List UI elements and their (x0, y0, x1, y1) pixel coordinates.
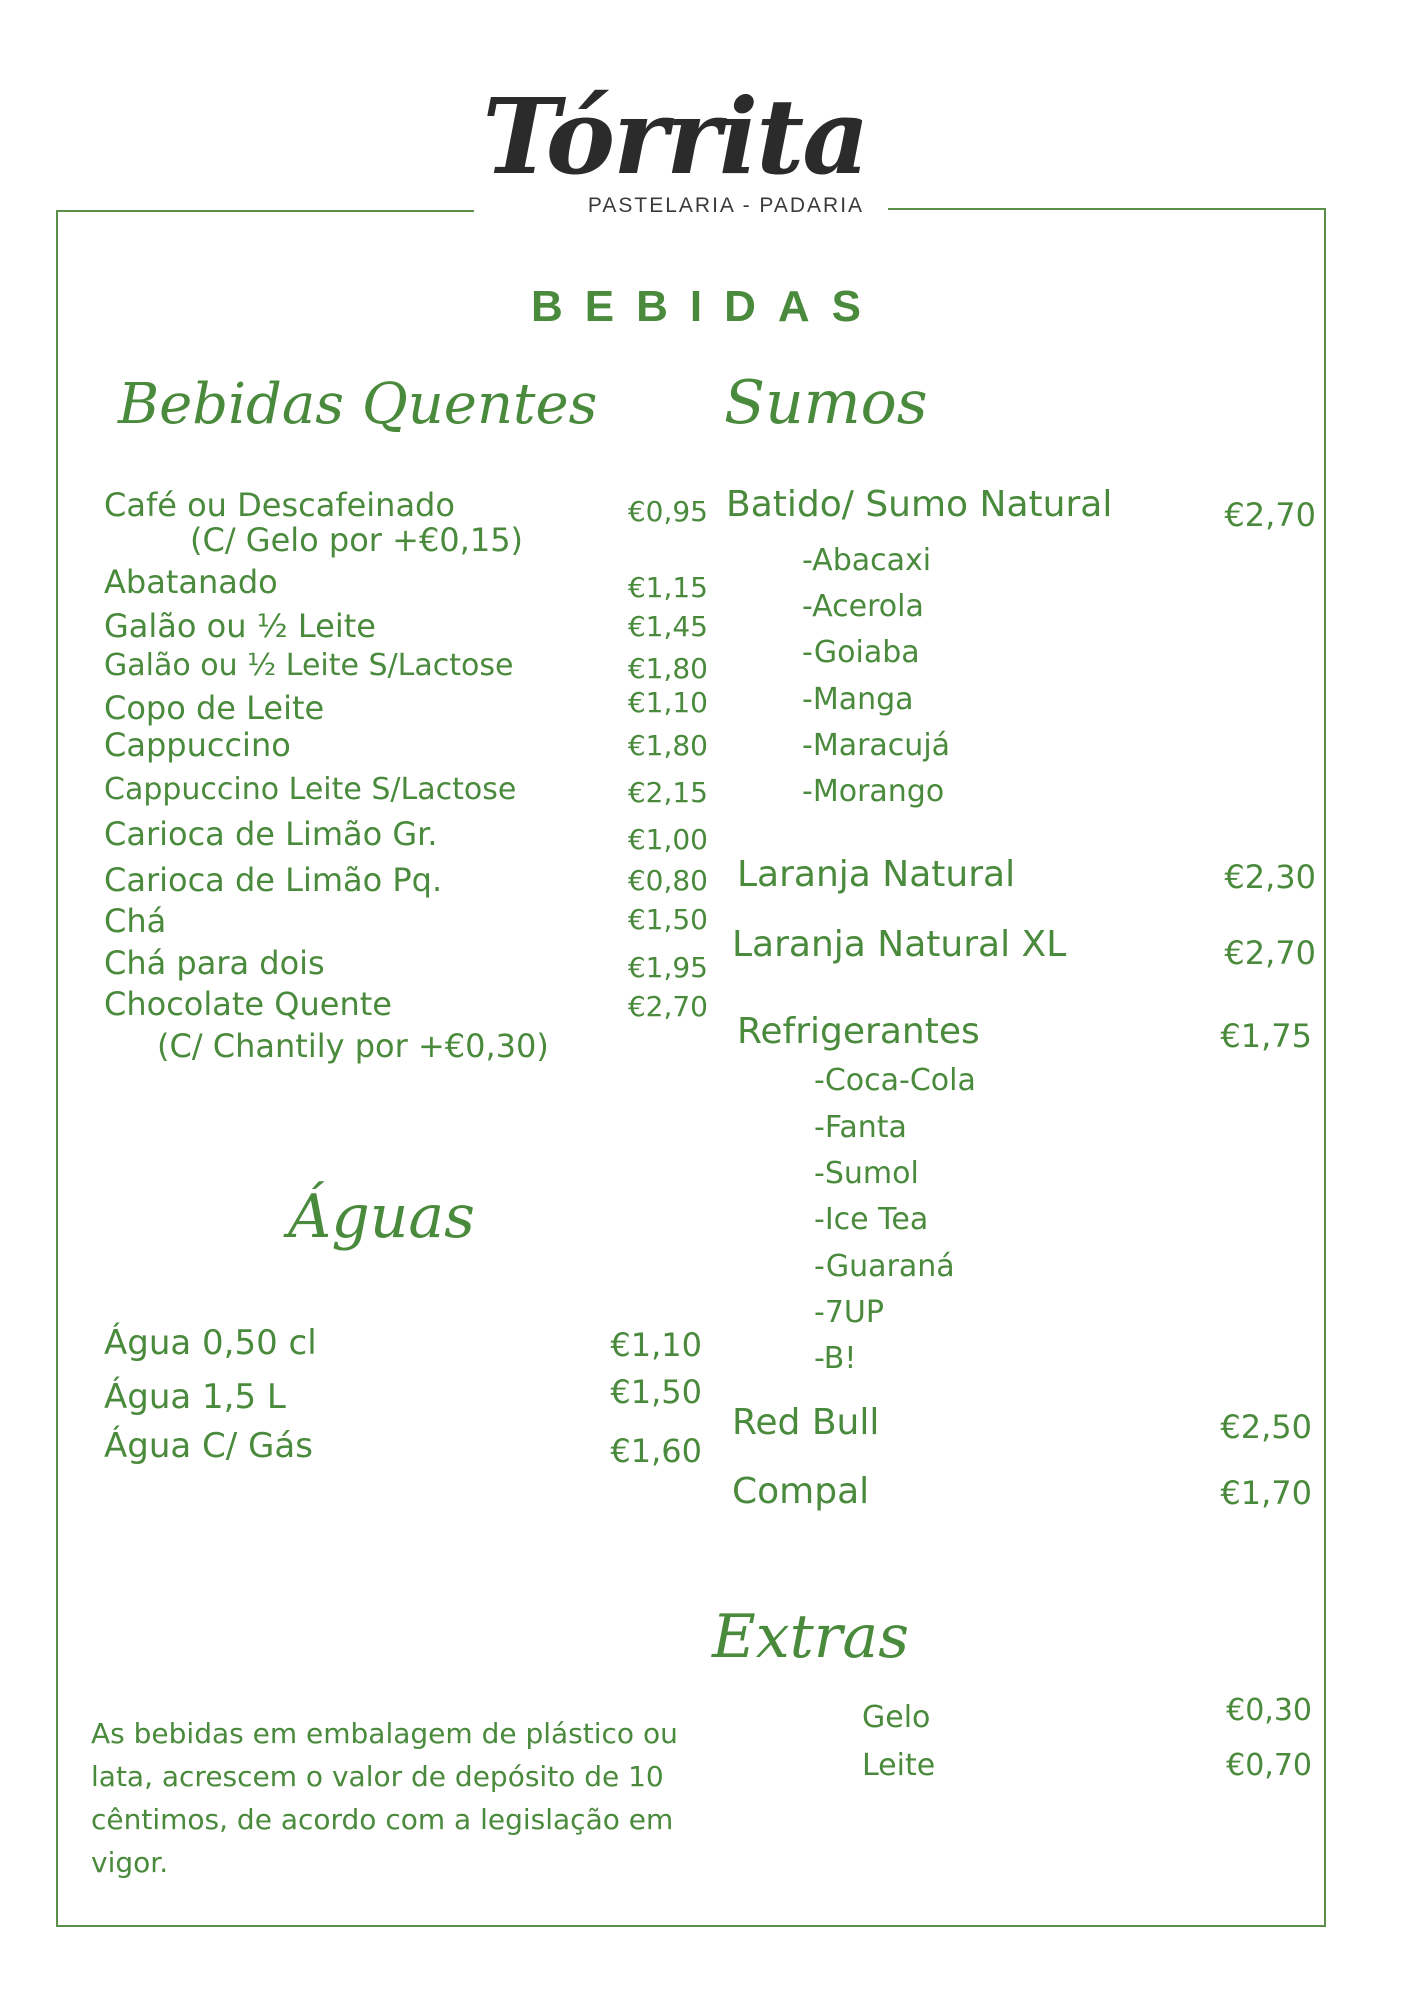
menu-item-name: Galão ou ½ Leite S/Lactose (104, 648, 514, 683)
menu-item-price: €1,10 (627, 686, 708, 719)
flavor-item: -Abacaxi (802, 543, 932, 578)
menu-item-note: (C/ Gelo por +€0,15) (190, 521, 524, 559)
menu-item-price: €2,15 (627, 776, 708, 809)
menu-item-name: Chocolate Quente (104, 985, 392, 1023)
menu-item-name: Copo de Leite (104, 689, 325, 727)
flavor-item: -Guaraná (814, 1249, 955, 1284)
menu-item-price: €1,10 (610, 1326, 702, 1364)
menu-item-price: €1,15 (627, 571, 708, 604)
section-heading-juices: Sumos (724, 368, 928, 438)
menu-item-name: Chá para dois (104, 944, 325, 982)
flavor-item: -Maracujá (802, 728, 951, 763)
menu-item-name: Batido/ Sumo Natural (726, 484, 1113, 525)
menu-item-price: €0,95 (627, 495, 708, 528)
menu-item-price: €0,70 (1226, 1748, 1312, 1783)
flavor-item: -Manga (802, 682, 914, 717)
flavor-item: -Sumol (814, 1156, 919, 1191)
menu-item-name: Abatanado (104, 563, 278, 601)
menu-item-name: Leite (862, 1748, 936, 1783)
page-title: BEBIDAS (530, 282, 884, 331)
menu-item-price: €2,70 (627, 990, 708, 1023)
menu-item-price: €1,75 (1220, 1017, 1312, 1055)
menu-item-price: €1,80 (627, 729, 708, 762)
menu-item-price: €0,30 (1226, 1693, 1312, 1728)
menu-item-name: Carioca de Limão Gr. (104, 815, 438, 853)
menu-item-name: Refrigerantes (737, 1011, 980, 1052)
section-heading-extras: Extras (712, 1602, 909, 1672)
menu-item-name: Laranja Natural (737, 854, 1016, 895)
menu-item-name: Cappuccino Leite S/Lactose (104, 772, 517, 807)
logo-tagline: PASTELARIA - PADARIA (587, 194, 865, 217)
brand-logo (480, 72, 870, 232)
menu-item-price: €2,70 (1224, 934, 1316, 972)
menu-item-price: €1,60 (610, 1432, 702, 1470)
frame-bottom (56, 1925, 1326, 1927)
menu-item-price: €1,70 (1220, 1474, 1312, 1512)
logo-wordmark: Tórrita (482, 75, 868, 198)
menu-item-name: Água 1,5 L (104, 1377, 286, 1417)
menu-item-price: €1,95 (627, 951, 708, 984)
frame-top-right (888, 208, 1326, 210)
menu-item-name: Água C/ Gás (104, 1426, 313, 1466)
menu-item-price: €2,70 (1224, 496, 1316, 534)
menu-item-name: Cappuccino (104, 726, 291, 764)
menu-item-name: Galão ou ½ Leite (104, 607, 376, 645)
menu-item-price: €1,45 (627, 610, 708, 643)
menu-item-price: €2,30 (1224, 858, 1316, 896)
flavor-item: -B! (814, 1341, 857, 1376)
frame-left (56, 210, 58, 1927)
menu-item-name: Red Bull (732, 1402, 880, 1443)
section-heading-waters: Águas (288, 1182, 475, 1252)
flavor-item: -Fanta (814, 1110, 907, 1145)
menu-item-name: Laranja Natural XL (732, 924, 1067, 965)
menu-item-price: €1,50 (610, 1373, 702, 1411)
section-heading-hot-drinks: Bebidas Quentes (118, 372, 598, 437)
menu-item-price: €1,50 (627, 903, 708, 936)
menu-item-price: €0,80 (627, 864, 708, 897)
menu-item-name: Café ou Descafeinado (104, 486, 455, 524)
flavor-item: -Ice Tea (814, 1202, 929, 1237)
menu-item-name: Gelo (862, 1700, 931, 1735)
flavor-item: -7UP (814, 1295, 884, 1330)
menu-item-price: €2,50 (1220, 1408, 1312, 1446)
menu-item-name: Compal (732, 1471, 870, 1512)
menu-item-note: (C/ Chantily por +€0,30) (157, 1027, 549, 1065)
menu-item-name: Carioca de Limão Pq. (104, 861, 443, 899)
flavor-item: -Morango (802, 774, 945, 809)
frame-right (1324, 208, 1326, 1927)
flavor-item: -Coca-Cola (814, 1063, 976, 1098)
flavor-item: -Acerola (802, 589, 924, 624)
flavor-item: -Goiaba (802, 635, 920, 670)
menu-item-name: Água 0,50 cl (104, 1323, 317, 1363)
deposit-note: As bebidas em embalagem de plástico ou lata, acrescem o valor de depósito de 10 cêntimos, de acordo com a legislação em vigor. (91, 1717, 678, 1879)
frame-top-left (56, 210, 474, 212)
menu-item-price: €1,00 (627, 823, 708, 856)
menu-item-price: €1,80 (627, 652, 708, 685)
menu-item-name: Chá (104, 902, 167, 940)
